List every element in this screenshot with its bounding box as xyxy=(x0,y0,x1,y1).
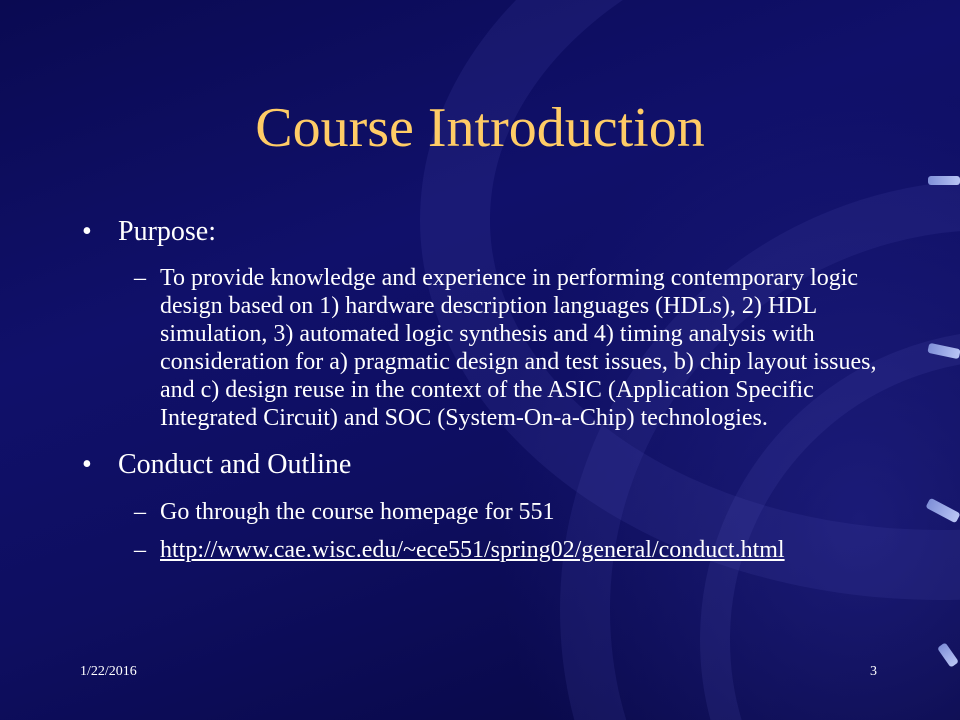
page-number: 3 xyxy=(870,664,877,679)
sub-bullet-homepage xyxy=(80,498,880,526)
bullet-dot: • xyxy=(82,216,92,247)
sub-bullet-link xyxy=(80,536,880,564)
bullet-conduct xyxy=(80,448,880,482)
bullet-dot: • xyxy=(82,449,92,480)
footer-date: 1/22/2016 xyxy=(80,664,137,679)
bullet-label: Purpose: xyxy=(118,216,216,247)
sub-bullet-dash: – xyxy=(134,537,146,563)
sub-bullet-purpose-text xyxy=(80,264,880,432)
decorative-stripe xyxy=(928,176,960,185)
sub-bullet-dash: – xyxy=(134,265,146,291)
conduct-link[interactable]: http://www.cae.wisc.edu/~ece551/spring02/general/conduct.html xyxy=(160,537,785,563)
bullet-label: Conduct and Outline xyxy=(118,449,352,480)
sub-bullet-text: Go through the course homepage for 551 xyxy=(160,499,555,525)
slide-title: Course Introduction xyxy=(255,97,705,159)
bullet-purpose xyxy=(80,215,880,249)
sub-bullet-dash: – xyxy=(134,499,146,525)
slide-body xyxy=(80,215,880,564)
sub-bullet-text: To provide knowledge and experience in performing contemporary logic design based on 1) hardware description languages (HDLs), 2) HDL simulation, 3) automated logic synthesis and 4) timing analysis with consideration for a) pragmatic design and test issues, b) chip layout issues, and c) design reuse in the context of the ASIC (Application Specific Integrated Circuit) and SOC (System-On-a-Chip) technologies. xyxy=(160,265,877,431)
